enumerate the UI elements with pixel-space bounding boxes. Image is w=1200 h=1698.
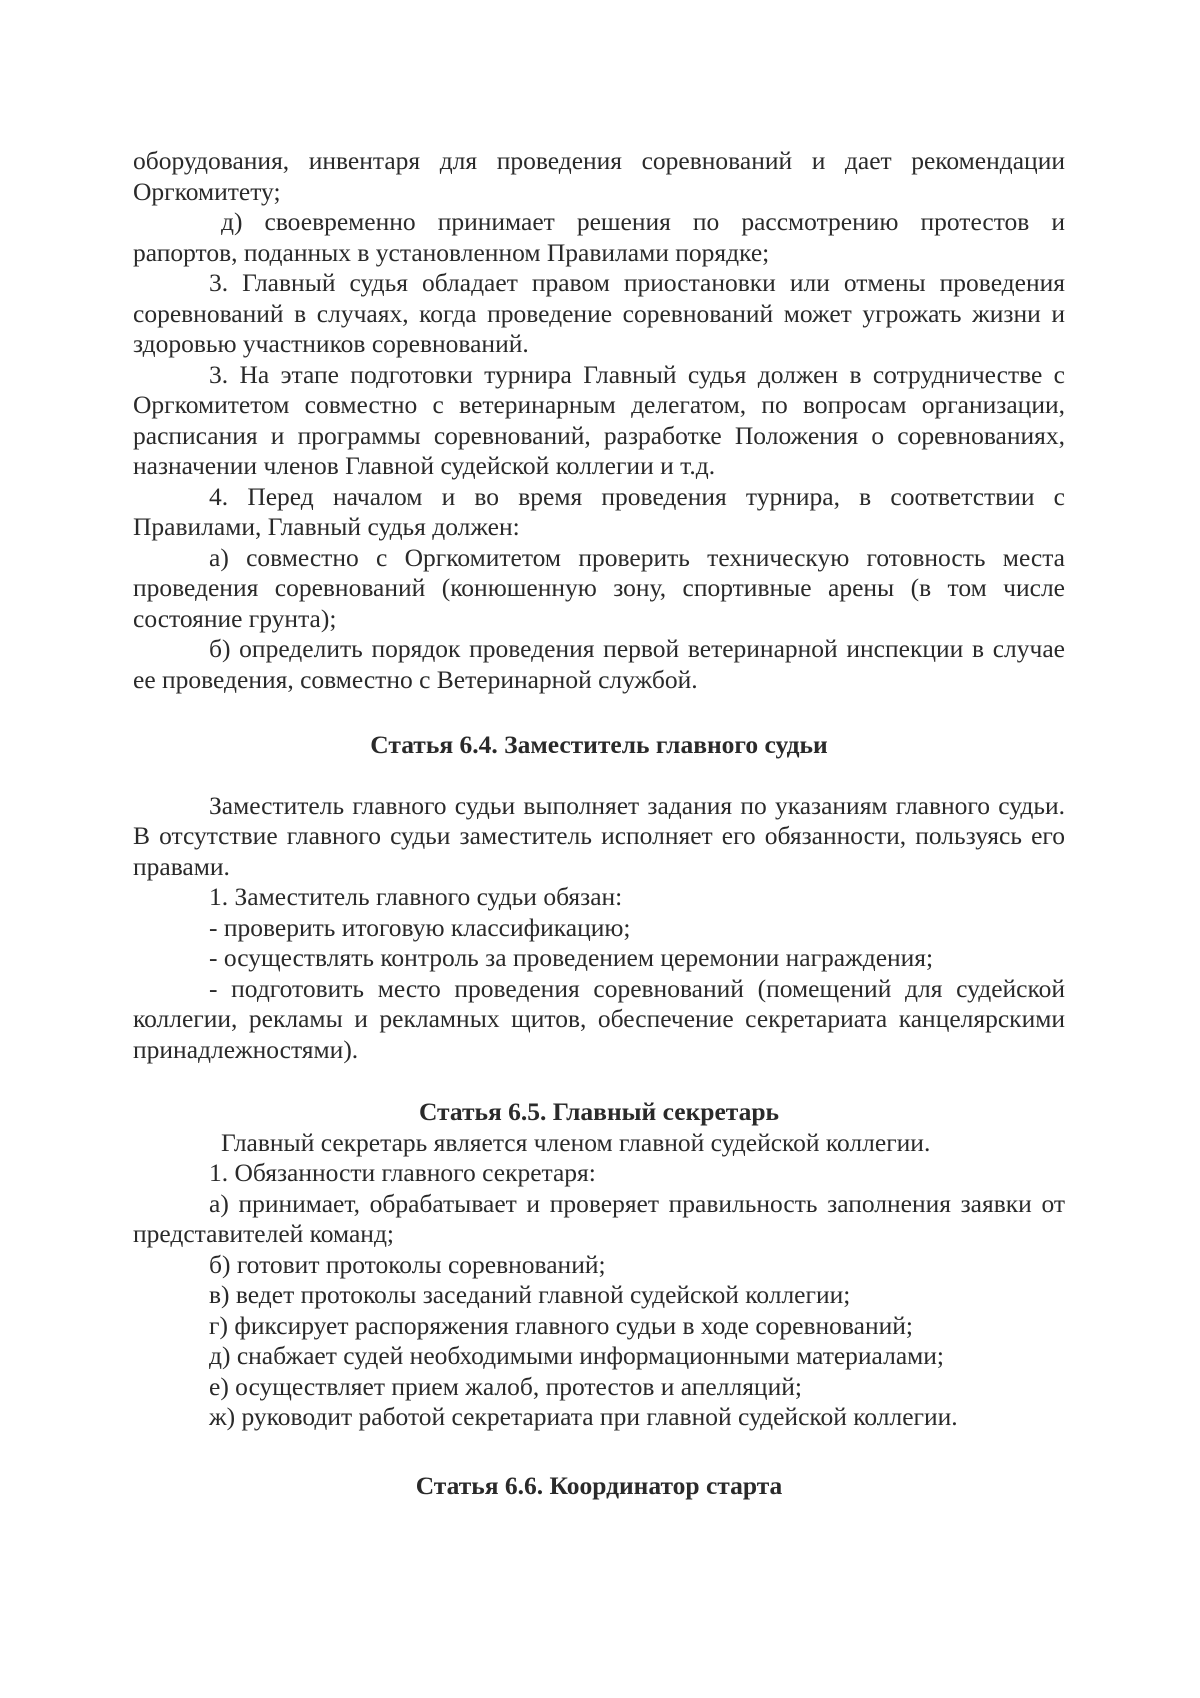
section-heading-6-5: Статья 6.5. Главный секретарь [418, 1097, 780, 1126]
list-item-6-5-e: е) осуществляет прием жалоб, протестов и апелляций; [209, 1371, 802, 1401]
list-item-6-5-d: д) снабжает судей необходимыми информационными материалами; [209, 1341, 945, 1370]
paragraph-3-suspension: 3. Главный судья обладает правом приостановки или отмены проведения соревнований в случаях, когда проведение соревнований может угрожать жизни и здоровью участников соревнований. [133, 268, 1065, 358]
paragraph-continuation: оборудования, инвентаря для проведения соревнований и дает рекомендации Оргкомитету; [133, 146, 1065, 206]
list-item-6-4-control: - осуществлять контроль за проведением церемонии награждения; [209, 943, 934, 972]
list-item-6-5-v: в) ведет протоколы заседаний главной судейской коллегии; [209, 1280, 851, 1309]
paragraph-6-4-intro: Заместитель главного судьи выполняет задания по указаниям главного судьи. В отсутствие главного судьи заместитель исполняет его обязанности, пользуясь его правами. [133, 790, 1065, 881]
list-item-6-4-prepare: - подготовить место проведения соревнований (помещений для судейской коллегии, рекламы и рекламных щитов, обеспечение секретариата канцелярскими принадлежностями). [133, 973, 1065, 1064]
paragraph-6-5-1: 1. Обязанности главного секретаря: [209, 1158, 596, 1187]
list-item-6-5-b: б) готовит протоколы соревнований; [209, 1249, 606, 1279]
paragraph-4-b: б) определить порядок проведения первой ветеринарной инспекции в случае ее проведения, совместно с Ветеринарной службой. [133, 634, 1065, 694]
document-body [133, 146, 1065, 1501]
section-heading-6-4: Статья 6.4. Заместитель главного судьи [370, 730, 828, 759]
paragraph-4-a: а) совместно с Оргкомитетом проверить техническую готовность места проведения соревнований (конюшенную зону, спортивные арены (в том числе состояние грунта); [133, 542, 1065, 633]
list-item-6-5-g: г) фиксирует распоряжения главного судьи в ходе соревнований; [209, 1310, 913, 1340]
paragraph-4: 4. Перед началом и во время проведения турнира, в соответствии с Правилами, Главный судья должен: [133, 481, 1065, 541]
section-heading-6-6: Статья 6.6. Координатор старта [415, 1470, 783, 1500]
paragraph-3-preparation: 3. На этапе подготовки турнира Главный судья должен в сотрудничестве с Оргкомитетом совместно с ветеринарным делегатом, по вопросам организации, расписания и программы соревнований, разработке Положения о соревнованиях, назначении членов Главной судейской коллегии и т.д. [133, 359, 1065, 480]
list-item-6-5-a: а) принимает, обрабатывает и проверяет правильность заполнения заявки от представителей команд; [133, 1188, 1065, 1248]
paragraph-6-5-intro: Главный секретарь является членом главной судейской коллегии. [221, 1127, 931, 1157]
list-item-6-4-check: - проверить итоговую классификацию; [209, 912, 631, 942]
paragraph-6-4-1: 1. Заместитель главного судьи обязан: [209, 882, 623, 911]
list-item-6-5-zh: ж) руководит работой секретариата при главной судейской коллегии. [209, 1402, 958, 1431]
paragraph-item-d: д) своевременно принимает решения по рассмотрению протестов и рапортов, поданных в установленном Правилами порядке; [133, 207, 1065, 267]
